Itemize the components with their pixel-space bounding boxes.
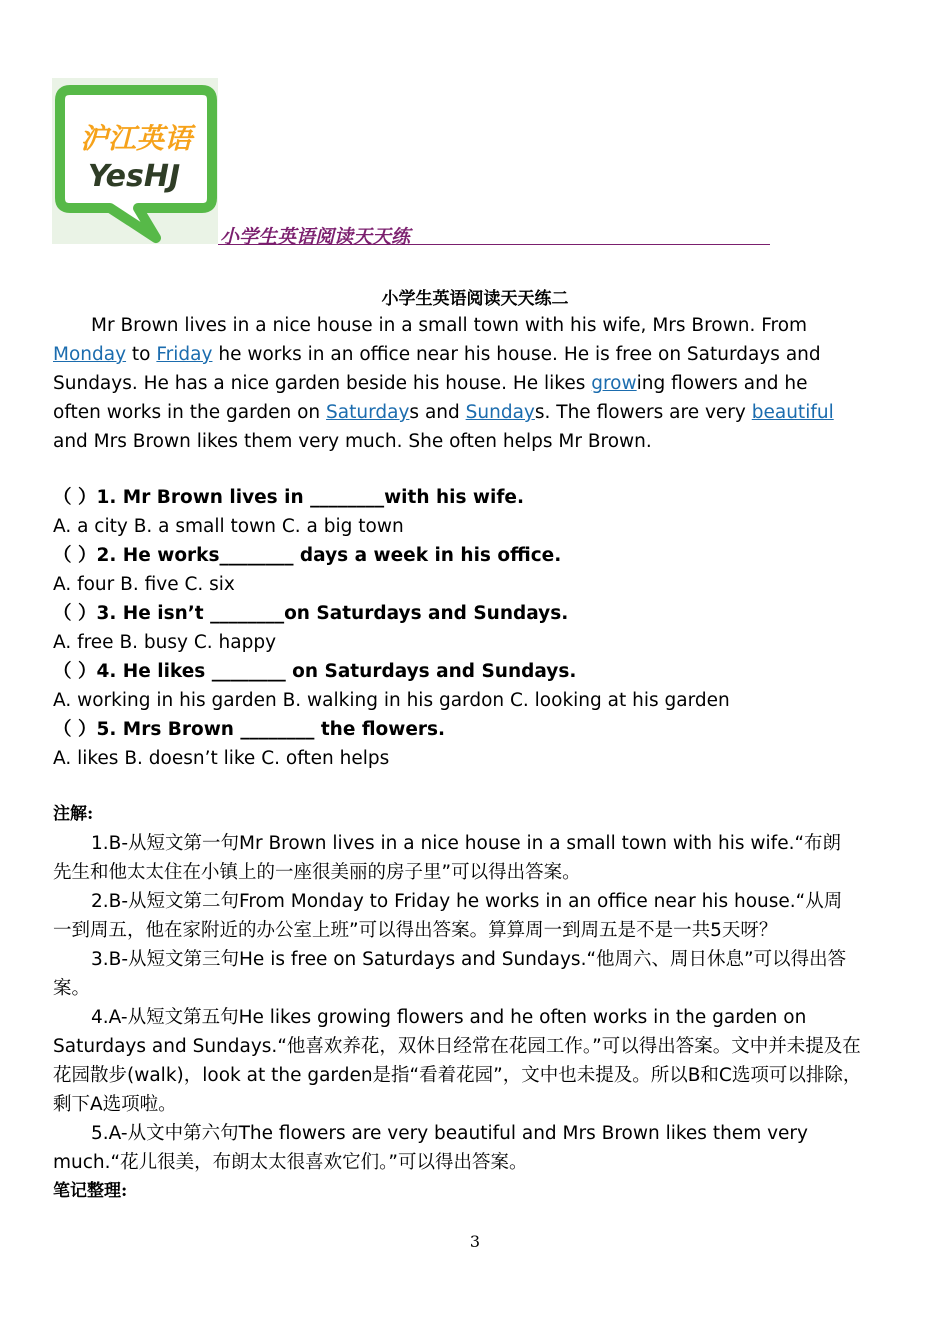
question-3: （ ）3. He isn’t ________on Saturdays and Sundays.	[53, 603, 569, 624]
passage-line-2	[53, 340, 903, 369]
note-line: 剩下A选项啦。	[53, 1094, 177, 1115]
note-line: 花园散步(walk)，look at the garden是指“看着花园”，文中也未提及。所以B和C选项可以排除，	[53, 1065, 862, 1086]
link-monday[interactable]: Monday	[53, 344, 127, 365]
passage-line-3	[53, 369, 903, 398]
answer-notes	[53, 800, 913, 1206]
question-list	[53, 483, 913, 773]
reading-passage	[53, 311, 903, 456]
passage-line-1: Mr Brown lives in a nice house in a small town with his wife, Mrs Brown. From	[91, 315, 808, 336]
text: to	[126, 344, 157, 365]
link-grow[interactable]: grow	[591, 373, 637, 394]
note-line: 先生和他太太住在小镇上的一座很美丽的房子里”可以得出答案。	[53, 862, 581, 883]
text: Sundays. He has a nice garden beside his house. He likes	[53, 373, 592, 394]
notes-heading: 注解:	[53, 804, 94, 824]
question-5-options: A. likes B. doesn’t like C. often helps	[53, 748, 390, 769]
note-line: 1.B-从短文第一句Mr Brown lives in a nice house in a small town with his wife.“布朗	[91, 833, 842, 854]
link-friday[interactable]: Friday	[156, 344, 213, 365]
text: s and	[409, 402, 466, 423]
question-1-options: A. a city B. a small town C. a big town	[53, 516, 404, 537]
link-saturday[interactable]: Saturday	[326, 402, 410, 423]
logo-cn-text: 沪江英语	[79, 122, 193, 155]
page-number: 3	[469, 1232, 481, 1251]
page-title: 小学生英语阅读天天练二	[381, 289, 569, 309]
text: often works in the garden on	[53, 402, 327, 423]
question-2-options: A. four B. five C. six	[53, 574, 235, 595]
text: he works in an office near his house. He is free on Saturdays and	[212, 344, 821, 365]
question-4: （ ）4. He likes ________ on Saturdays and Sundays.	[53, 661, 577, 682]
notes-organize-heading: 笔记整理:	[53, 1181, 128, 1201]
passage-line-5: and Mrs Brown likes them very much. She often helps Mr Brown.	[53, 431, 652, 452]
question-1: （ ）1. Mr Brown lives in ________with his wife.	[53, 487, 524, 508]
question-3-options: A. free B. busy C. happy	[53, 632, 277, 653]
logo-en-text: YesHJ	[87, 159, 181, 194]
question-2: （ ）2. He works________ days a week in his office.	[53, 545, 562, 566]
link-beautiful[interactable]: beautiful	[751, 402, 834, 423]
text: s. The flowers are very	[534, 402, 752, 423]
note-line: 5.A-从文中第六句The flowers are very beautiful and Mrs Brown likes them very	[91, 1123, 808, 1144]
note-line: much.“花儿很美，布朗太太很喜欢它们。”可以得出答案。	[53, 1152, 528, 1173]
question-4-options: A. working in his garden B. walking in his gardon C. looking at his garden	[53, 690, 730, 711]
passage-line-4	[53, 398, 903, 427]
note-line: Saturdays and Sundays.“他喜欢养花，双休日经常在花园工作。”可以得出答案。文中并未提及在	[53, 1036, 861, 1057]
note-line: 3.B-从短文第三句He is free on Saturdays and Sundays.“他周六、周日休息”可以得出答	[91, 949, 847, 970]
header-link[interactable]: 小学生英语阅读天天练	[220, 226, 411, 248]
question-5: （ ）5. Mrs Brown ________ the flowers.	[53, 719, 446, 740]
note-line: 2.B-从短文第二句From Monday to Friday he works in an office near his house.“从周	[91, 891, 843, 912]
header	[52, 78, 772, 248]
note-line: 一到周五，他在家附近的办公室上班”可以得出答案。算算周一到周五是不是一共5天呀？	[53, 920, 778, 941]
note-line: 4.A-从短文第五句He likes growing flowers and he often works in the garden on	[91, 1007, 807, 1028]
yeshj-logo	[52, 78, 218, 244]
text: ing flowers and he	[636, 373, 808, 394]
link-sunday[interactable]: Sunday	[465, 402, 535, 423]
note-line: 案。	[53, 978, 91, 999]
